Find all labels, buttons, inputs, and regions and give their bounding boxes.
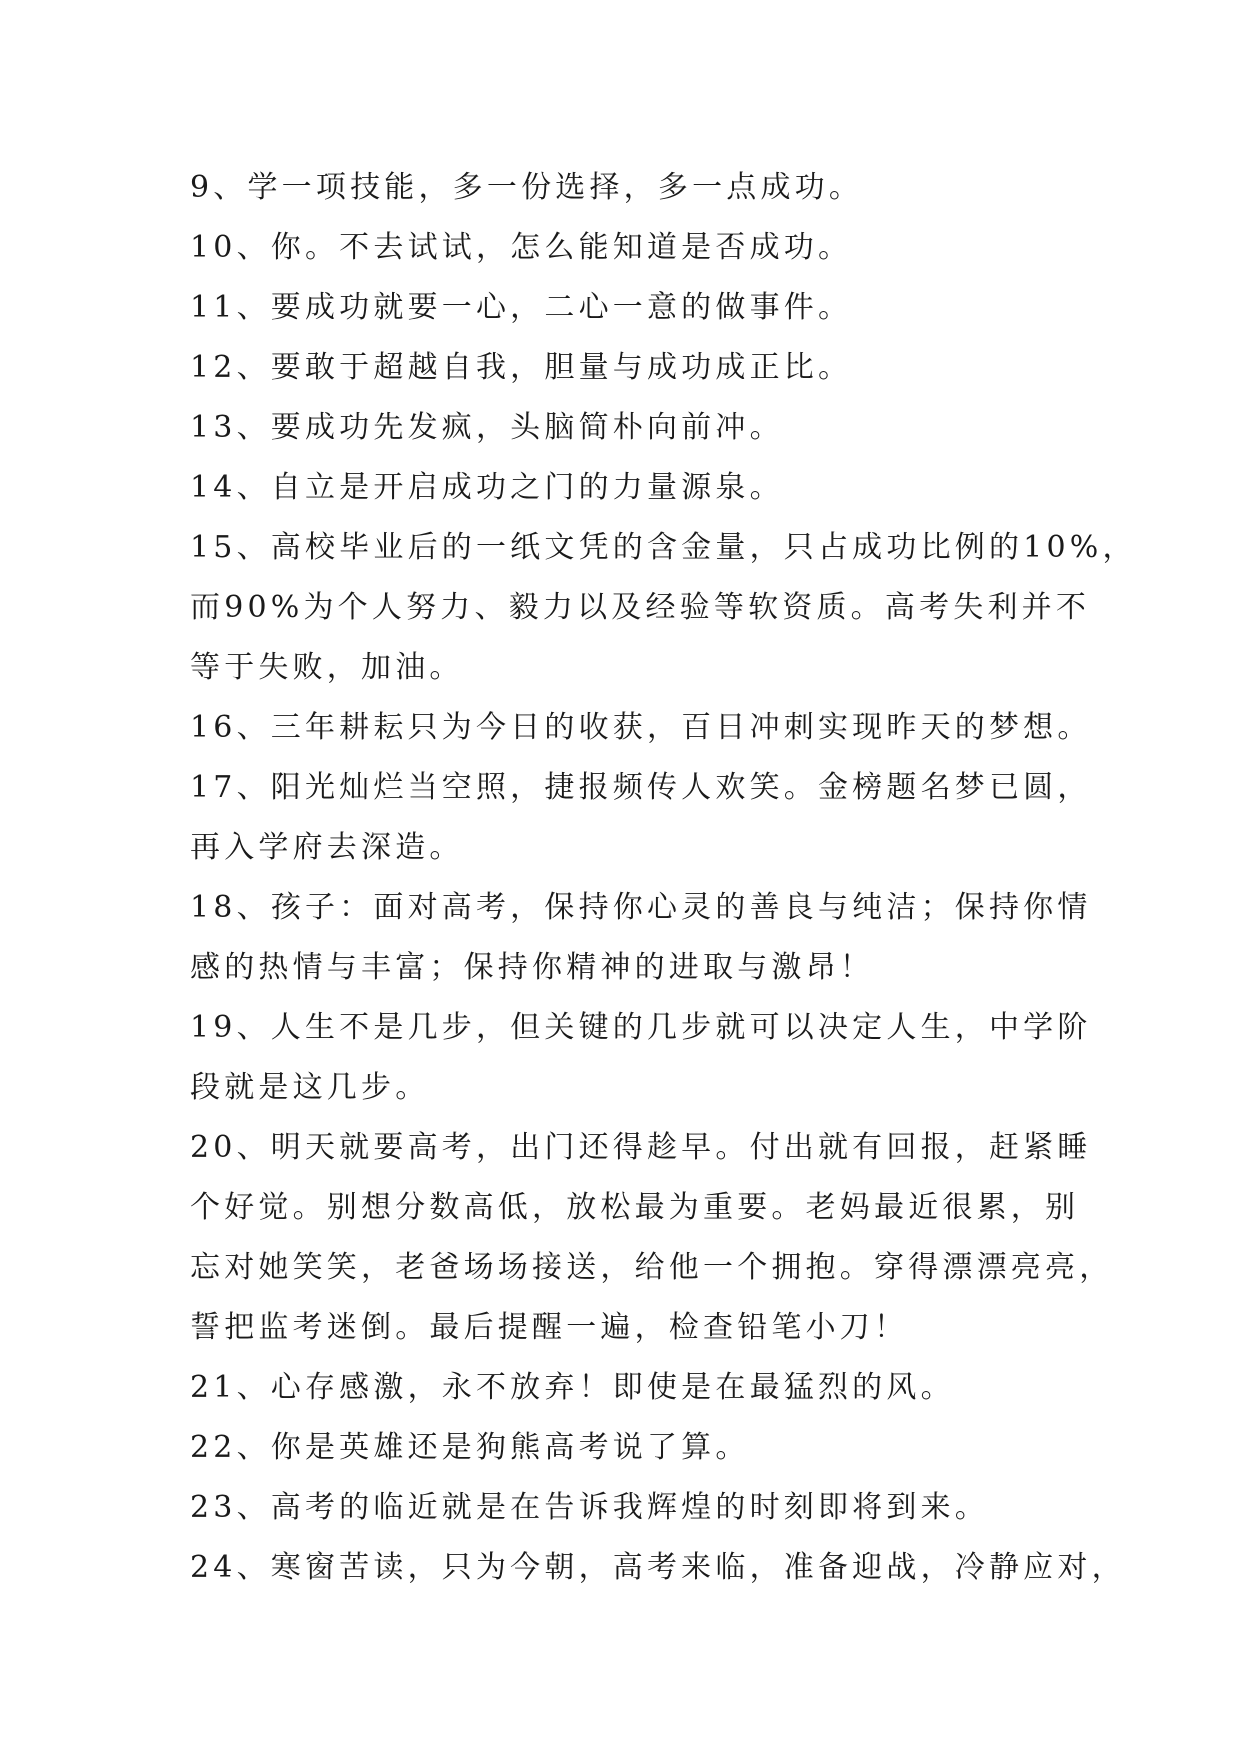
text-line: 13、要成功先发疯，头脑简朴向前冲。 [190,410,784,445]
text-line: 12、要敢于超越自我，胆量与成功成正比。 [190,350,853,385]
text-line: 15、高校毕业后的一纸文凭的含金量，只占成功比例的10%， [190,530,1137,565]
text-line: 10、你。不去试试，怎么能知道是否成功。 [190,230,853,265]
document-body [190,158,1137,1598]
text-line: 而90%为个人努力、毅力以及经验等软资质。高考失利并不 [190,590,1091,625]
text-line: 誓把监考迷倒。最后提醒一遍，检查铅笔小刀！ [190,1310,909,1345]
text-line: 16、三年耕耘只为今日的收获，百日冲刺实现昨天的梦想。 [190,710,1092,745]
text-line: 等于失败，加油。 [190,650,464,685]
text-line: 11、要成功就要一心，二心一意的做事件。 [190,290,853,325]
text-line: 9、学一项技能，多一份选择，多一点成功。 [190,170,864,205]
text-line: 17、阳光灿烂当空照，捷报频传人欢笑。金榜题名梦已圆， [190,770,1092,805]
text-line: 18、孩子：面对高考，保持你心灵的善良与纯洁；保持你情 [190,890,1092,925]
text-line: 24、寒窗苦读，只为今朝，高考来临，准备迎战，冷静应对， [190,1550,1126,1585]
text-line: 23、高考的临近就是在告诉我辉煌的时刻即将到来。 [190,1490,989,1525]
text-line: 22、你是英雄还是狗熊高考说了算。 [190,1430,750,1465]
text-line: 21、心存感激，永不放弃！即使是在最猛烈的风。 [190,1370,955,1405]
text-line: 个好觉。别想分数高低，放松最为重要。老妈最近很累，别 [190,1190,1080,1225]
text-line: 19、人生不是几步，但关键的几步就可以决定人生，中学阶 [190,1010,1092,1045]
text-line: 14、自立是开启成功之门的力量源泉。 [190,470,784,505]
text-line: 20、明天就要高考，出门还得趁早。付出就有回报，赶紧睡 [190,1130,1092,1165]
text-line: 忘对她笑笑，老爸场场接送，给他一个拥抱。穿得漂漂亮亮， [190,1250,1114,1285]
text-line: 段就是这几步。 [190,1070,430,1105]
text-line: 感的热情与丰富；保持你精神的进取与激昂！ [190,950,874,985]
text-line: 再入学府去深造。 [190,830,464,865]
